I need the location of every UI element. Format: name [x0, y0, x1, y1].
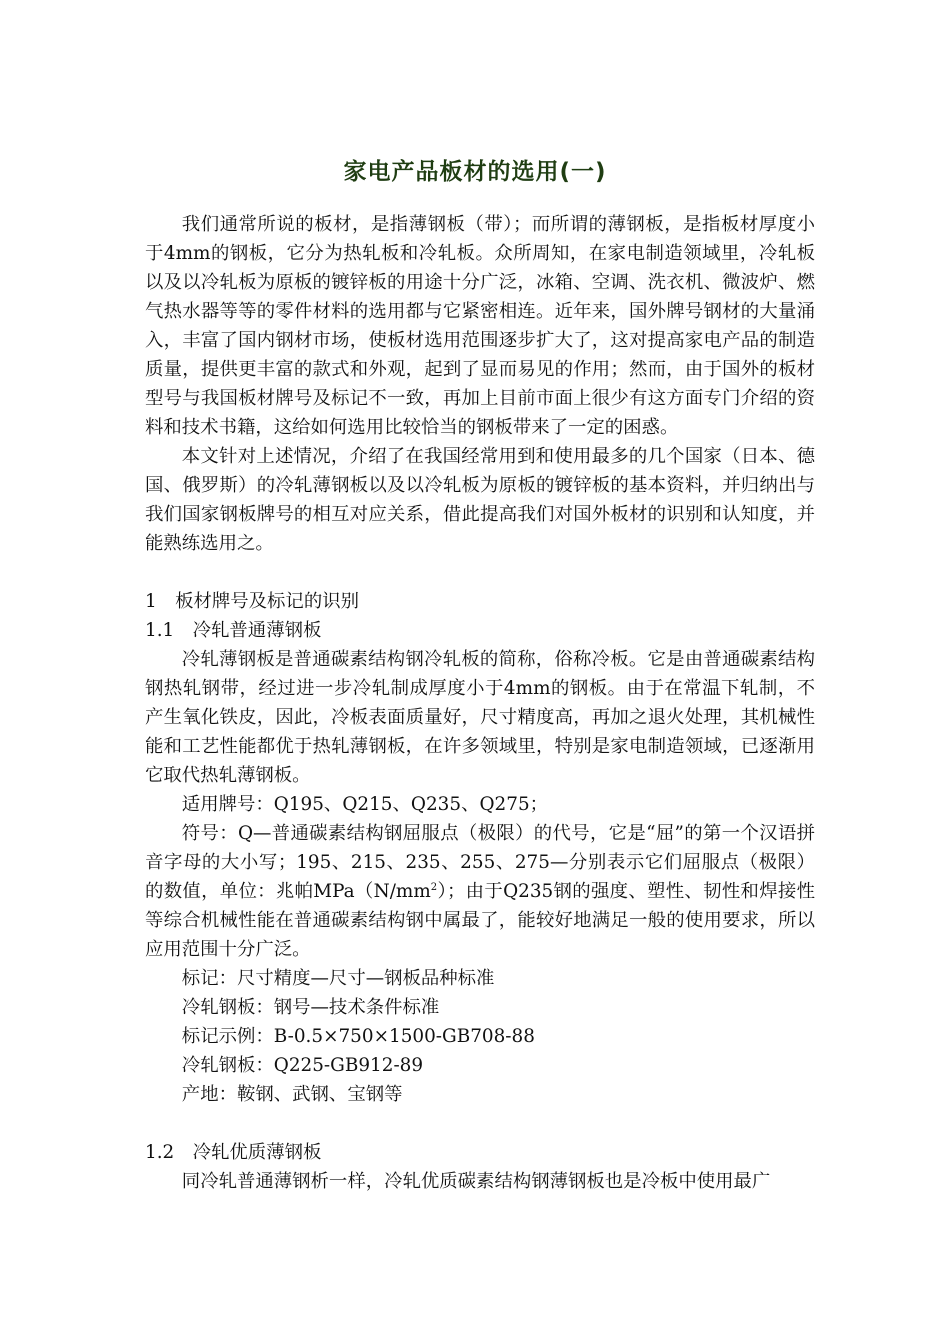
grades-line: 适用牌号：Q195、Q215、Q235、Q275；: [181, 794, 549, 815]
section-1-1-heading: 1.1 冷轧普通薄钢板: [145, 620, 322, 641]
example-line: 标记示例：B-0.5×750×1500-GB708-88: [181, 1026, 535, 1047]
intro-paragraph-2: 本文针对上述情况，介绍了在我国经常用到和使用最多的几个国家（日本、德国、俄罗斯）的冷轧薄钢板以及以冷轧板为原板的镀锌板的基本资料，并归纳出与我们国家钢板牌号的相互对应关系，借此提高我们对国外板材的识别和认知度，并能熟练选用之。: [145, 446, 815, 554]
marking-line: 标记：尺寸精度—尺寸—钢板品种标准: [181, 968, 495, 989]
symbol-paragraph: [145, 819, 815, 964]
cold-rolled-line-1: 冷轧钢板：钢号—技术条件标准: [181, 997, 440, 1018]
symbol-text-part-2: ）；由于Q235钢的强度、塑性、韧性和焊接性等综合机械性能在普通碳素结构钢中属最了，能较好地满足一般的使用要求，所以应用范围十分广泛。: [145, 881, 816, 960]
intro-paragraph-1: 我们通常所说的板材，是指薄钢板（带）；而所谓的薄钢板，是指板材厚度小于4mm的钢板，它分为热轧板和冷轧板。众所周知，在家电制造领域里，冷轧板以及以冷轧板为原板的镀锌板的用途十分广泛，冰箱、空调、洗衣机、微波炉、燃气热水器等等的零件材料的选用都与它紧密相连。近年来，国外牌号钢材的大量涌入，丰富了国内钢材市场，使板材选用范围逐步扩大了，这对提高家电产品的制造质量，提供更丰富的款式和外观，起到了显而易见的作用；然而，由于国外的板材型号与我国板材牌号及标记不一致，再加上目前市面上很少有这方面专门介绍的资料和技术书籍，这给如何选用比较恰当的钢板带来了一定的困惑。: [145, 214, 815, 438]
symbol-text-part-1: 符号：Q—普通碳素结构钢屈服点（极限）的代号，它是“屈”的第一个汉语拼音字母的大小写；195、215、235、255、275—分别表示它们屈服点（极限）的数值，单位：兆帕MPa（N/mm: [145, 823, 815, 902]
origin-line: 产地：鞍钢、武钢、宝钢等: [181, 1084, 403, 1105]
cold-rolled-line-2: 冷轧钢板：Q225-GB912-89: [181, 1055, 424, 1076]
section-1-2-heading: 1.2 冷轧优质薄钢板: [145, 1142, 322, 1163]
document-body: [145, 210, 815, 1196]
section-1-heading: 1 板材牌号及标记的识别: [145, 591, 359, 612]
section-1-2-paragraph: 同冷轧普通薄钢析一样，冷轧优质碳素结构钢薄钢板也是冷板中使用最广: [181, 1171, 771, 1192]
section-1-1-paragraph: 冷轧薄钢板是普通碳素结构钢冷轧板的简称，俗称冷板。它是由普通碳素结构钢热轧钢带，经过进一步冷轧制成厚度小于4mm的钢板。由于在常温下轧制，不产生氧化铁皮，因此，冷板表面质量好，尺寸精度高，再加之退火处理，其机械性能和工艺性能都优于热轧薄钢板，在许多领域里，特别是家电制造领域，已逐渐用它取代热轧薄钢板。: [145, 649, 815, 786]
document-title: 家电产品板材的选用(一): [343, 159, 607, 185]
spacer: [145, 558, 815, 587]
superscript-2: 2: [430, 881, 438, 893]
spacer: [145, 1109, 815, 1138]
